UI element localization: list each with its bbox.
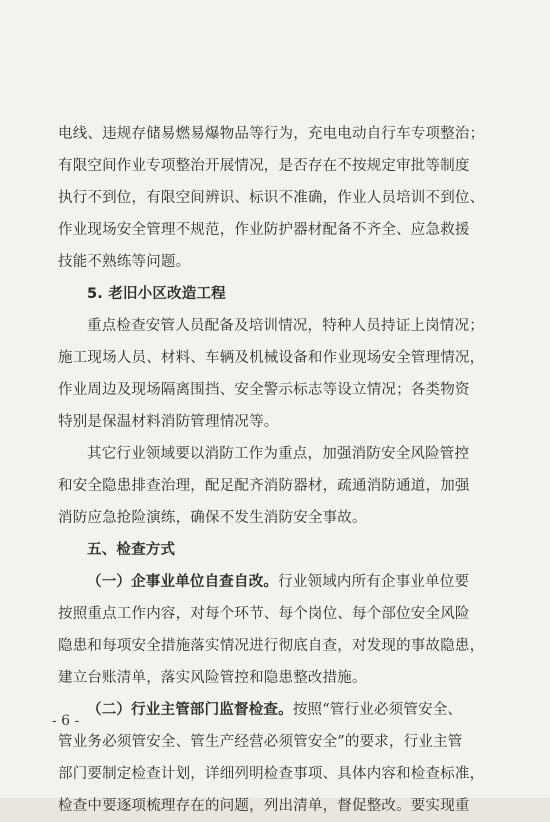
body-line: 技能不熟练等问题。 bbox=[58, 254, 191, 270]
body-line: 施工现场人员、材料、车辆及机械设备和作业现场安全管理情况， bbox=[58, 350, 485, 366]
body-line: 管业务必须管安全、管生产经营必须管安全”的要求，行业主管 bbox=[58, 734, 463, 750]
body-line bbox=[58, 694, 498, 726]
body-line: 作业现场安全管理不规范，作业防护器材配备不齐全、应急救援 bbox=[58, 222, 470, 238]
section-heading-inspection-method: 五、检查方式 bbox=[87, 542, 176, 558]
item-text: 按照“管行业必须管安全、 bbox=[292, 702, 463, 718]
body-line: 电线、违规存储易燃易爆物品等行为，充电电动自行车专项整治； bbox=[58, 126, 485, 142]
body-line: 执行不到位，有限空间辨识、标识不准确，作业人员培训不到位、 bbox=[58, 190, 485, 206]
body-line: 有限空间作业专项整治开展情况，是否存在不按规定审批等制度 bbox=[58, 158, 470, 174]
body-line: 部门要制定检查计划，详细列明检查事项、具体内容和检查标准， bbox=[58, 766, 485, 782]
body-line: 作业周边及现场隔离围挡、安全警示标志等设立情况；各类物资 bbox=[58, 382, 470, 398]
item-lead-supervision: （二）行业主管部门监督检查。 bbox=[87, 702, 293, 718]
body-line: 和安全隐患排查治理，配足配齐消防器材，疏通消防通道，加强 bbox=[58, 478, 470, 494]
document-body bbox=[58, 118, 498, 822]
body-line bbox=[58, 566, 498, 598]
body-line: 按照重点工作内容，对每个环节、每个岗位、每个部位安全风险 bbox=[58, 606, 470, 622]
body-line: 消防应急抢险演练，确保不发生消防安全事故。 bbox=[58, 510, 367, 526]
body-line: 建立台账清单，落实风险管控和隐患整改措施。 bbox=[58, 670, 367, 686]
page-number: - 6 - bbox=[52, 713, 80, 729]
body-line: 其它行业领域要以消防工作为重点，加强消防安全风险管控 bbox=[87, 446, 470, 462]
body-line: 特别是保温材料消防管理情况等。 bbox=[58, 414, 279, 430]
section-heading-old-community: 5. 老旧小区改造工程 bbox=[87, 286, 226, 302]
item-text: 行业领域内所有企事业单位要 bbox=[278, 574, 470, 590]
item-lead-self-check: （一）企事业单位自查自改。 bbox=[87, 574, 279, 590]
body-line: 隐患和每项安全措施落实情况进行彻底自查，对发现的事故隐患， bbox=[58, 638, 485, 654]
body-line: 检查中要逐项梳理存在的问题，列出清单，督促整改。要实现重 bbox=[58, 798, 470, 814]
body-line: 重点检查安管人员配备及培训情况，特种人员持证上岗情况； bbox=[87, 318, 484, 334]
